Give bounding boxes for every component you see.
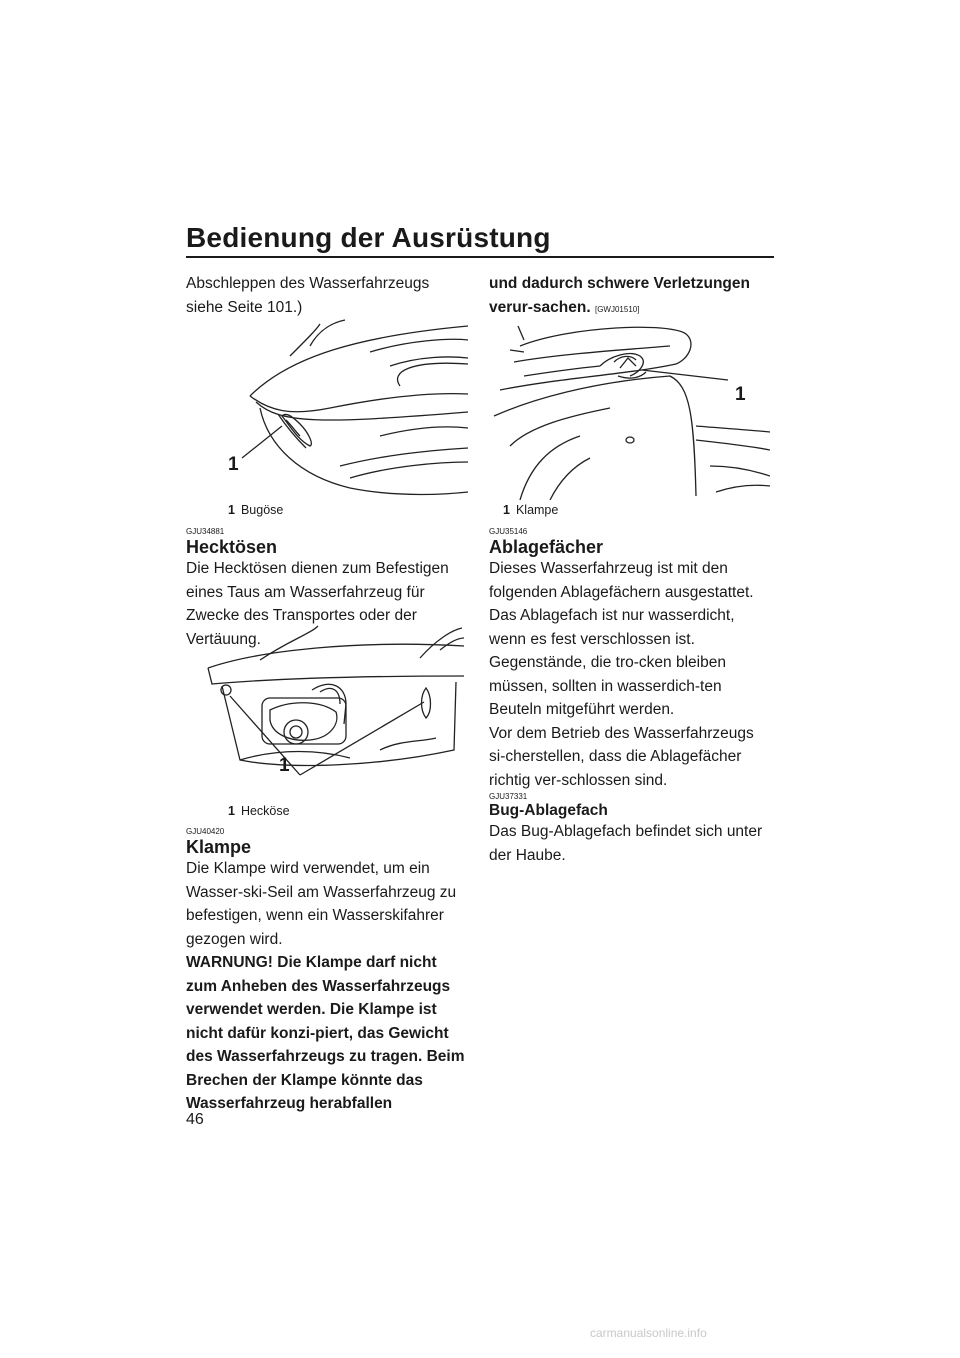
subsection-heading: Bug-Ablagefach [489,802,608,819]
cleat-callout: 1 [735,384,746,405]
warning-continued [489,272,771,321]
section-paragraph-3: Vor dem Betrieb des Wasserfahrzeugs si-cherstellen, dass die Ablagefächer richtig ver-schlossen sind. [489,724,754,789]
stern-eye-caption-text: Hecköse [240,804,290,818]
warning-text: WARNUNG! Die Klampe darf nicht zum Anheben des Wasserfahrzeugs verwendet werden. Die Klampe ist nicht dafür konzi-piert, das Gewicht des Wasserfahrzeugs zu tragen. Beim Brechen der Klampe könnte das Wasserfahrzeug herabfallen [186,954,465,1112]
section-code: GJU40420 [186,827,225,836]
warning-cont-text: und dadurch schwere Verletzungen verur-sachen. [489,275,750,316]
section-body: Die Klampe wird verwendet, um ein Wasser-ski-Seil am Wasserfahrzeug zu befestigen, wenn ein Wasserskifahrer gezogen wird. [186,860,457,948]
section-heading: Klampe [186,837,252,857]
section-ablagefaecher [489,527,771,867]
stern-eye-figure [200,620,468,790]
stern-eye-caption-number: 1 [228,804,235,818]
subsection-code: GJU37331 [489,792,528,801]
cleat-caption [503,503,558,517]
bow-eye-caption [228,503,283,517]
cleat-figure [490,316,770,500]
section-body: Die Hecktösen dienen zum Befestigen eines Taus am Wasserfahrzeug für Zwecke des Transportes oder der Vertäuung. [186,560,449,648]
stern-eye-caption [228,804,290,818]
section-paragraph-2: Das Ablagefach ist nur wasserdicht, wenn es fest verschlossen ist. Gegenstände, die tro-cken bleiben müssen, sollten in wasserdich-ten Beuteln mitgeführt werden. [489,607,735,718]
warning-code: [GWJ01510] [594,304,640,314]
page-title: Bedienung der Ausrüstung [186,222,551,253]
bow-eye-figure [220,316,468,498]
intro-text: Abschleppen des Wasserfahrzeugs siehe Seite 101.) [186,275,430,316]
page-number: 46 [186,1111,204,1128]
section-heading: Hecktösen [186,537,278,557]
section-code: GJU35146 [489,527,528,536]
section-code: GJU34881 [186,527,225,536]
cleat-caption-number: 1 [503,503,510,517]
title-rule [186,256,774,258]
subsection-body: Das Bug-Ablagefach befindet sich unter der Haube. [489,823,763,864]
stern-eye-illustration [200,620,468,790]
bow-eye-illustration [220,316,468,498]
section-paragraph-1: Dieses Wasserfahrzeug ist mit den folgenden Ablagefächern ausgestattet. [489,560,754,601]
cleat-illustration [490,316,770,500]
bow-eye-callout: 1 [228,454,239,475]
bow-eye-caption-number: 1 [228,503,235,517]
cleat-caption-text: Klampe [515,503,559,517]
bow-eye-caption-text: Bugöse [240,503,284,517]
intro-block [186,272,468,319]
watermark: carmanualsonline.info [590,1326,707,1340]
section-heading: Ablagefächer [489,537,604,557]
stern-eye-callout: 1 [279,755,290,776]
section-klampe [186,827,468,1116]
